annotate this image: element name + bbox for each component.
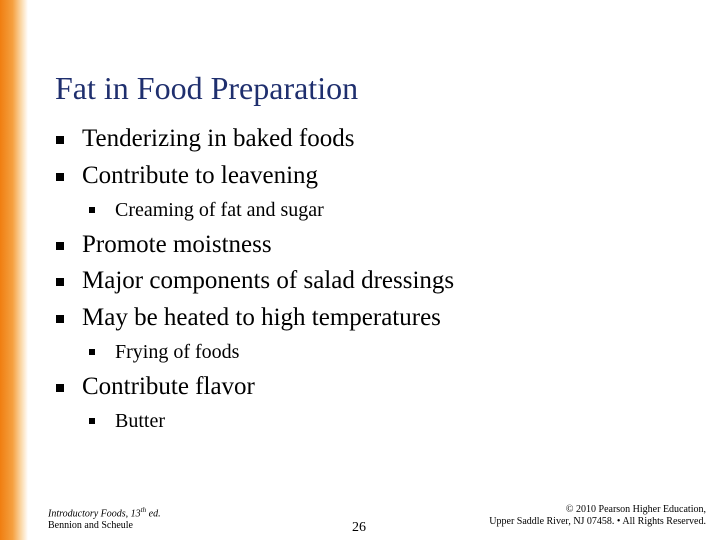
footer-authors: Bennion and Scheule — [48, 520, 133, 532]
square-bullet-icon — [56, 384, 64, 392]
footer-citation — [48, 504, 161, 532]
bullet-item — [82, 230, 272, 260]
bullet-text: May be heated to high temperatures — [82, 304, 441, 331]
copyright-line-1: © 2010 Pearson Higher Education, — [565, 504, 706, 515]
bullet-item — [82, 161, 318, 191]
square-bullet-icon — [89, 207, 95, 213]
bullet-text: Frying of foods — [115, 341, 240, 363]
bullet-item — [82, 124, 354, 154]
square-bullet-icon — [89, 349, 95, 355]
square-bullet-icon — [56, 315, 64, 323]
bullet-item — [82, 372, 255, 402]
bullet-text: Contribute to leavening — [82, 162, 319, 189]
bullet-text: Contribute flavor — [82, 373, 255, 400]
square-bullet-icon — [89, 418, 95, 424]
sub-bullet-item — [115, 340, 239, 364]
square-bullet-icon — [56, 136, 64, 144]
bullet-item — [82, 266, 454, 296]
copyright-line-2: Upper Saddle River, NJ 07458. • All Rights Reserved. — [489, 516, 706, 527]
slide-title: Fat in Food Preparation — [55, 70, 359, 106]
square-bullet-icon — [56, 278, 64, 286]
sub-bullet-item — [115, 198, 324, 222]
square-bullet-icon — [56, 242, 64, 250]
sub-bullet-item — [115, 409, 165, 433]
accent-side-bar — [0, 0, 28, 540]
square-bullet-icon — [56, 173, 64, 181]
bullet-text: Butter — [115, 410, 165, 432]
bullet-item — [82, 303, 441, 333]
bullet-text: Tenderizing in baked foods — [82, 125, 355, 152]
footer-book-title: Introductory Foods, 13th ed. — [48, 506, 161, 520]
bullet-text: Promote moistness — [82, 231, 272, 258]
bullet-text: Major components of salad dressings — [82, 267, 455, 294]
footer-copyright — [489, 504, 706, 528]
bullet-text: Creaming of fat and sugar — [115, 199, 324, 221]
page-number: 26 — [352, 520, 366, 535]
